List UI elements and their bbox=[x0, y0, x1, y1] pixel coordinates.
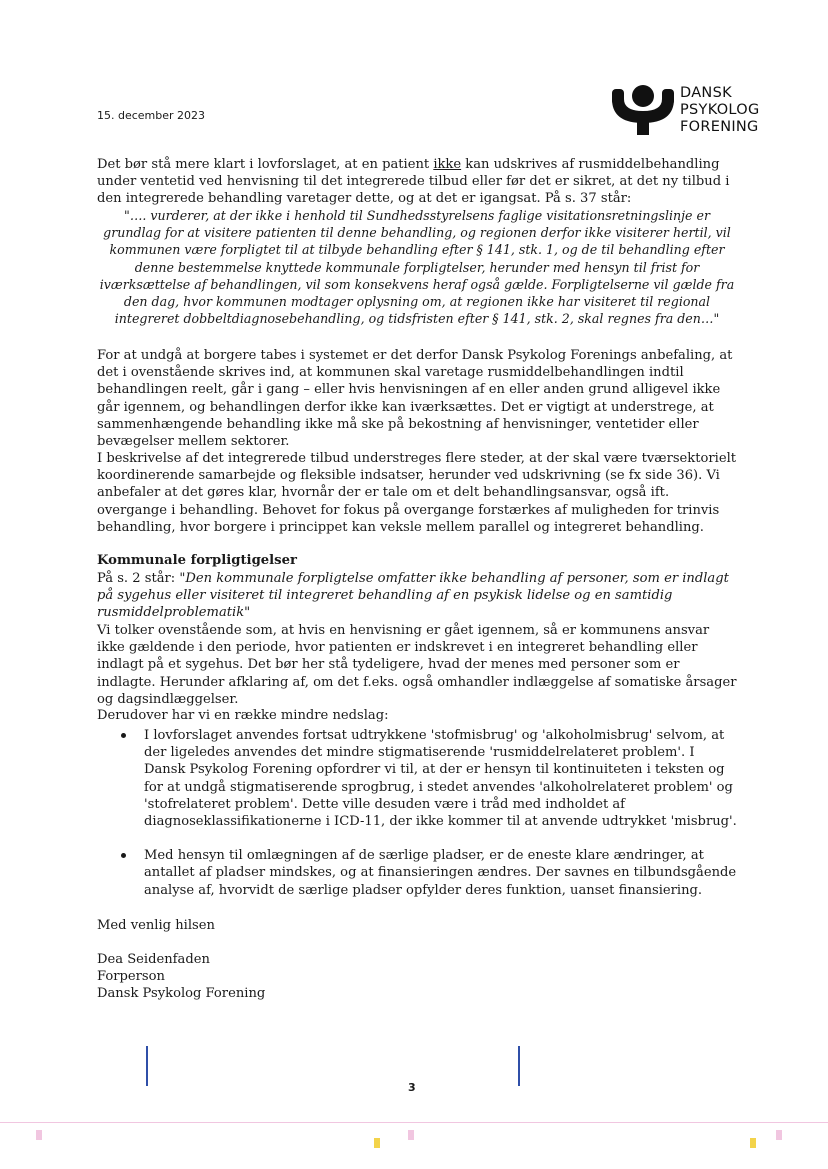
logo-line-3: FORENING bbox=[680, 119, 759, 135]
scan-mark-right bbox=[518, 1046, 520, 1086]
list-item-text: I lovforslaget anvendes fortsat udtrykkene 'stofmisbrug' og 'alkoholmisbrug' selvom, at der ligeledes anvendes det mindre stigmatiserende 'rusmiddelrelateret problem'. I Dansk Psykolog Forening opfordrer vi til, at der er hensyn til kontinuiteten i teksten og for at undgå stigmatiserende sprogbrug, i stedet anvendes 'alkoholrelateret problem' og 'stofrelateret problem'. Dette ville desuden være i tråd med indholdet af diagnoseklassifikationerne i ICD-11, der ikke kommer til at anvende udtrykket 'misbrug'. bbox=[144, 728, 737, 830]
letter-date: 15. december 2023 bbox=[97, 109, 206, 122]
scan-yellow-mark bbox=[750, 1138, 756, 1148]
signature-organization: Dansk Psykolog Forening bbox=[97, 986, 266, 1002]
list-item bbox=[97, 727, 737, 830]
scan-yellow-mark bbox=[374, 1138, 380, 1148]
closing-greeting-text: Med venlig hilsen bbox=[97, 918, 215, 933]
signature-role: Forperson bbox=[97, 969, 165, 985]
signature-name: Dea Seidenfaden bbox=[97, 952, 210, 967]
intro-underlined-word: ikke bbox=[433, 157, 462, 172]
psi-logo-icon bbox=[612, 83, 674, 135]
paragraph-interpretation bbox=[97, 622, 737, 708]
organization-logo bbox=[612, 83, 782, 138]
closing-greeting bbox=[97, 917, 737, 934]
paragraph-recommendation-text: For at undgå at borgere tabes i systemet er det derfor Dansk Psykolog Forenings anbefaling, at det i ovenstående skrives ind, at kommunen skal varetage rusmiddelbehandlingen indtil behandlingen reelt, går i gang – eller hvis henvisningen af en eller anden grund alligevel ikke går igennem, og behandlingen derfor ikke kan iværksættes. Det er vigtigt at understrege, at sammenhængende behandling ikke må ske på bekostning af henvisninger, ventetider eller bevægelser mellem sektorer. bbox=[97, 348, 733, 450]
paragraph-integrated-offer bbox=[97, 450, 737, 536]
list-item-text: Med hensyn til omlægningen af de særlige pladser, er de eneste klare ændringer, at antallet af pladser mindskes, og at finansieringen ændres. Der savnes en tilbundsgående analyse af, hvorvidt de særlige pladser opfylder deres funktion, uanset finansiering. bbox=[144, 848, 737, 898]
paragraph-remarks-intro bbox=[97, 707, 737, 724]
bullet-icon bbox=[121, 733, 126, 738]
scan-pink-mark bbox=[408, 1130, 414, 1140]
paragraph-interpretation-text: Vi tolker ovenstående som, at hvis en henvisning er gået igennem, så er kommunens ansvar ikke gældende i den periode, hvor patienten er indskrevet i en integreret behandling eller indlagt på et sygehus. Det bør her stå tydeligere, hvad der menes med personer som er indlagte. Herunder afklaring af, om det f.eks. også omhandler indlæggelse af somatiske årsager og dagsindlæggelser. bbox=[97, 623, 737, 707]
section-heading: Kommunale forpligtigelser bbox=[97, 553, 297, 568]
scan-pink-mark bbox=[36, 1130, 42, 1140]
block-quote: "…. vurderer, at der ikke i henhold til Sundhedsstyrelsens faglige visitationsretningslinje er grundlag for at visitere patienten til denne behandling, og regionen derfor ikke visiterer hertil, vil kommunen være forpligtet til at tilbyde behandling efter § 141, stk. 1, og de til behandling efter denne bestemmelse knyttede kommunale forpligtelser, herunder med hensyn til frist for iværksættelse af behandlingen, vil som konsekvens heraf også gælde. Forpligtelserne vil gælde fra den dag, hvor kommunen modtager oplysning om, at regionen ikke har visiteret til regional integreret dobbeltdiagnosebehandling, og tidsfristen efter § 141, stk. 2, skal regnes fra den…" bbox=[99, 208, 735, 327]
logo-wordmark bbox=[680, 85, 760, 136]
signature-block bbox=[97, 951, 737, 1003]
logo-line-1: DANSK bbox=[680, 85, 732, 101]
logo-line-2: PSYKOLOG bbox=[680, 102, 760, 118]
paragraph-integrated-offer-text: I beskrivelse af det integrerede tilbud understreges flere steder, at der skal være tværsektorielt koordinerende samarbejde og fleksible indsatser, herunder ved udskrivning (se fx side 36). Vi anbefaler at det gøres klar, hvornår der er tale om et delt behandlingsansvar, også ift. overgange i behandling. Behovet for fokus på overgange forstærkes af muligheden for trinvis behandling, hvor borgere i princippet kan veksle mellem parallel og integreret behandling. bbox=[97, 451, 737, 535]
paragraph-municipal-quote bbox=[97, 570, 737, 622]
intro-paragraph bbox=[97, 156, 737, 208]
page-number: 3 bbox=[408, 1081, 416, 1094]
paragraph-remarks-intro-text: Derudover har vi en række mindre nedslag: bbox=[97, 708, 389, 723]
scan-pink-rule bbox=[0, 1122, 828, 1123]
bullet-icon bbox=[121, 853, 126, 858]
municipal-quote-lead: På s. 2 står: bbox=[97, 571, 180, 586]
municipal-quote-text: "Den kommunale forpligtelse omfatter ikke behandling af personer, som er indlagt på sygehus eller visiteret til integreret behandling af en psykisk lidelse og en samtidig rusmiddelproblematik" bbox=[97, 571, 729, 621]
scan-pink-mark bbox=[776, 1130, 782, 1140]
remarks-list bbox=[97, 727, 737, 916]
intro-text-end: kan udskrives af rusmiddelbehandling under ventetid ved henvisning til det integrerede tilbud eller før det er sikret, at det ny tilbud i den integrerede behandling varetager dette, og at det er igangsat. På s. 37 står: bbox=[97, 157, 730, 207]
scan-mark-left bbox=[146, 1046, 148, 1086]
list-item bbox=[97, 847, 737, 899]
paragraph-recommendation bbox=[97, 347, 737, 450]
intro-text-start: Det bør stå mere klart i lovforslaget, at en patient bbox=[97, 157, 434, 172]
